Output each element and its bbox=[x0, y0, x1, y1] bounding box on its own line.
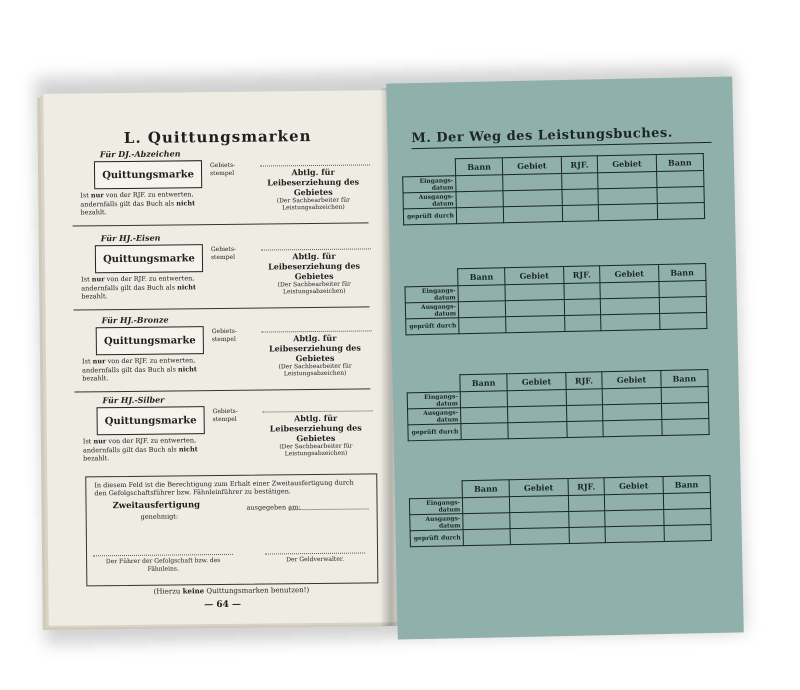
abtlg-text: Abtlg. für Leibeserziehung des Gebietes (Der Sachbearbeiter für Leistungsabzeichen) bbox=[267, 166, 360, 212]
table-corner bbox=[409, 481, 462, 499]
table-cell bbox=[663, 492, 711, 509]
table-cell bbox=[461, 423, 509, 440]
payment-note: Ist nur von der RJF. zu entwerten, andernfalls gilt das Buch als nicht bezahlt. bbox=[81, 356, 197, 383]
table-cell bbox=[664, 524, 712, 541]
table-cell bbox=[566, 389, 603, 406]
quittung-block bbox=[72, 312, 373, 399]
quittungsmarke-box: Quittungsmarke bbox=[95, 244, 203, 273]
gebietsstempel-label: Gebiets-stempel bbox=[210, 245, 237, 262]
table-cell bbox=[506, 300, 565, 317]
table-header: Gebiet bbox=[600, 265, 659, 283]
table-cell bbox=[456, 191, 504, 208]
table-header: Gebiet bbox=[505, 267, 564, 285]
table-cell bbox=[507, 389, 566, 406]
payment-note: Ist nur von der RJF. zu entwerten, andernfalls gilt das Buch als nicht bezahlt. bbox=[80, 190, 196, 217]
table-header: RJF. bbox=[563, 266, 600, 284]
row-label: geprüft durch bbox=[408, 424, 461, 441]
table-header: Bann bbox=[460, 374, 508, 392]
quittung-block bbox=[72, 392, 373, 479]
table-cell bbox=[605, 509, 664, 526]
zweitausfertigung-box bbox=[85, 473, 378, 586]
table-cell bbox=[458, 301, 506, 318]
genehmigt-label: genehmigt: bbox=[140, 512, 179, 521]
hinweis-text: (Hierzu keine Quittungsmarken benutzen!) bbox=[153, 586, 310, 596]
quittungsmarke-box: Quittungsmarke bbox=[96, 326, 204, 355]
payment-note: Ist nur von der RJF. zu entwerten, andernfalls gilt das Buch als nicht bezahlt. bbox=[82, 436, 198, 463]
table-cell bbox=[568, 495, 605, 512]
table-cell bbox=[561, 173, 598, 190]
table-cell bbox=[504, 206, 563, 223]
table-cell bbox=[603, 403, 662, 420]
table-cell bbox=[503, 190, 562, 207]
table-header: Gebiet bbox=[507, 372, 566, 390]
table-cell bbox=[566, 405, 603, 422]
table-header: RJF. bbox=[561, 156, 598, 174]
right-page-title: M. Der Weg des Leistungsbuches. bbox=[411, 125, 711, 149]
table-cell bbox=[600, 282, 659, 299]
gebietsstempel-label: Gebiets-stempel bbox=[211, 327, 237, 344]
page-number: — 64 — bbox=[204, 599, 242, 611]
table-corner bbox=[407, 375, 460, 393]
table-cell bbox=[562, 189, 599, 206]
table-cell bbox=[598, 188, 657, 205]
gebietsstempel-label: Gebiets-stempel bbox=[212, 407, 238, 424]
table-cell bbox=[461, 407, 509, 424]
table-cell bbox=[659, 281, 707, 298]
table-corner bbox=[402, 159, 455, 177]
right-page bbox=[386, 76, 744, 639]
table-cell bbox=[569, 527, 606, 544]
table-cell bbox=[503, 174, 562, 191]
leistungsbuch-table bbox=[402, 153, 705, 225]
table-cell bbox=[463, 529, 511, 546]
table-cell bbox=[456, 207, 504, 224]
table-cell bbox=[506, 316, 565, 333]
table-cell bbox=[657, 203, 705, 220]
table-cell bbox=[566, 421, 603, 438]
table-cell bbox=[462, 497, 510, 514]
row-label: geprüft durch bbox=[410, 530, 463, 547]
table-cell bbox=[605, 493, 664, 510]
row-label: Eingangs-datum bbox=[403, 176, 456, 193]
block-label: Für DJ.-Abzeichen bbox=[99, 148, 181, 160]
table-cell bbox=[661, 403, 709, 420]
quittungsmarke-box: Quittungsmarke bbox=[94, 160, 202, 189]
table-cell bbox=[663, 508, 711, 525]
table-header: Bann bbox=[462, 480, 510, 498]
table-cell bbox=[456, 175, 504, 192]
block-label: Für HJ.-Bronze bbox=[101, 314, 169, 326]
row-label: geprüft durch bbox=[403, 208, 456, 225]
signer-left: Der Führer der Gefolgschaft bzw. des Fähnleins. bbox=[93, 554, 233, 574]
ausgegeben-line bbox=[289, 508, 369, 510]
table-cell bbox=[562, 205, 599, 222]
table-header: Gebiet bbox=[503, 157, 562, 175]
table-cell bbox=[598, 172, 657, 189]
table-cell bbox=[568, 511, 605, 528]
quittung-block bbox=[71, 230, 372, 317]
table-header: Gebiet bbox=[509, 478, 568, 496]
table-header: Bann bbox=[656, 154, 704, 172]
block-label: Für HJ.-Silber bbox=[102, 394, 165, 406]
left-page-title: L. Quittungsmarken bbox=[123, 127, 312, 147]
table-cell bbox=[510, 511, 569, 528]
abtlg-text: Abtlg. für Leibeserziehung des Gebietes (Der Sachbearbeiter für Leistungsabzeichen) bbox=[269, 412, 362, 458]
table-cell bbox=[603, 419, 662, 436]
table-cell bbox=[602, 387, 661, 404]
row-label: Eingangs-datum bbox=[409, 498, 462, 515]
row-label: Ausgangs-datum bbox=[408, 408, 461, 425]
table-cell bbox=[510, 527, 569, 544]
quittungsmarke-box: Quittungsmarke bbox=[97, 406, 205, 435]
abtlg-text: Abtlg. für Leibeserziehung des Gebietes (Der Sachbearbeiter für Leistungsabzeichen) bbox=[268, 250, 361, 296]
block-label: Für HJ.-Eisen bbox=[100, 232, 161, 244]
row-label: Eingangs-datum bbox=[407, 392, 460, 409]
zweitausfertigung-text: In diesem Feld ist die Berechtigung zum Erhalt einer Zweitausfertigung durch den Gefolgschaftsführer bzw. Fähnleinführer zu bestätigen. bbox=[94, 478, 354, 498]
ausgegeben-label: ausgegeben am: bbox=[246, 503, 301, 512]
table-cell bbox=[510, 495, 569, 512]
table-header: Bann bbox=[663, 475, 711, 493]
zweitausfertigung-heading: Zweitausfertigung bbox=[112, 500, 201, 512]
table-header: Gebiet bbox=[598, 155, 657, 173]
row-label: Eingangs-datum bbox=[405, 286, 458, 303]
table-cell bbox=[505, 284, 564, 301]
table-cell bbox=[662, 419, 710, 436]
table-cell bbox=[601, 298, 660, 315]
table-cell bbox=[605, 525, 664, 542]
table-cell bbox=[458, 285, 506, 302]
table-header: Bann bbox=[455, 158, 503, 176]
table-header: Gebiet bbox=[604, 476, 663, 494]
table-header: Bann bbox=[660, 370, 708, 388]
row-label: Ausgangs-datum bbox=[403, 192, 456, 209]
table-cell bbox=[599, 204, 658, 221]
abtlg-text: Abtlg. für Leibeserziehung des Gebietes (Der Sachbearbeiter für Leistungsabzeichen) bbox=[268, 332, 361, 378]
table-cell bbox=[460, 391, 508, 408]
row-label: geprüft durch bbox=[406, 318, 459, 335]
table-cell bbox=[659, 313, 707, 330]
table-cell bbox=[601, 314, 660, 331]
table-cell bbox=[564, 315, 601, 332]
quittung-block bbox=[70, 146, 371, 233]
signer-right: Der Geldverwalter. bbox=[265, 552, 365, 563]
table-cell bbox=[508, 421, 567, 438]
table-cell bbox=[656, 171, 704, 188]
table-cell bbox=[657, 187, 705, 204]
left-page bbox=[43, 90, 397, 626]
row-label: Ausgangs-datum bbox=[410, 514, 463, 531]
payment-note: Ist nur von der RJF. zu entwerten, andernfalls gilt das Buch als nicht bezahlt. bbox=[81, 274, 197, 301]
leistungsbuch-table bbox=[406, 369, 709, 441]
table-corner bbox=[405, 269, 458, 287]
table-header: Bann bbox=[458, 268, 506, 286]
table-cell bbox=[459, 317, 507, 334]
table-header: RJF. bbox=[568, 478, 605, 496]
leistungsbuch-table bbox=[409, 475, 712, 547]
table-cell bbox=[564, 299, 601, 316]
row-label: Ausgangs-datum bbox=[405, 302, 458, 319]
table-cell bbox=[564, 283, 601, 300]
table-cell bbox=[463, 513, 511, 530]
table-cell bbox=[508, 405, 567, 422]
gebietsstempel-label: Gebiets-stempel bbox=[209, 161, 236, 178]
table-cell bbox=[661, 387, 709, 404]
table-header: RJF. bbox=[565, 372, 602, 390]
table-header: Gebiet bbox=[602, 371, 661, 389]
leistungsbuch-table bbox=[404, 263, 707, 335]
table-header: Bann bbox=[658, 264, 706, 282]
table-cell bbox=[659, 297, 707, 314]
